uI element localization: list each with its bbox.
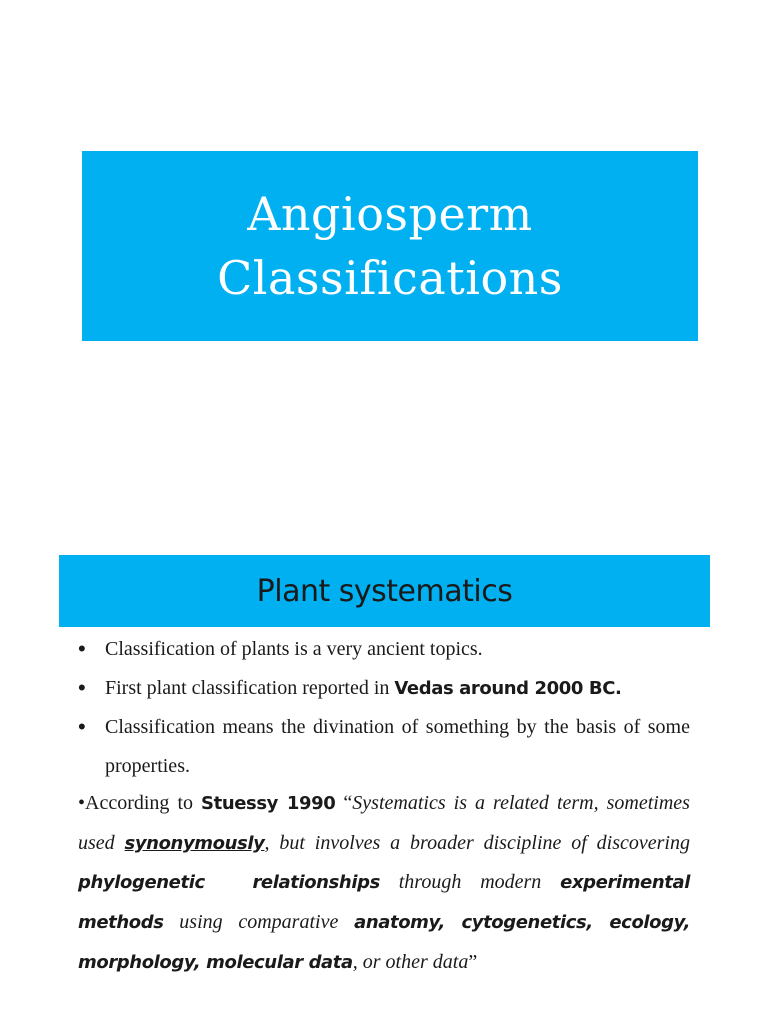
bullet-dot-icon: •: [78, 636, 86, 661]
quote-text-5: , or other data: [352, 950, 469, 973]
bullet-text: Classification of plants is a very ancient topics.: [105, 638, 483, 660]
bullet-text-plain: First plant classification reported in: [105, 676, 395, 699]
title-banner: [82, 151, 698, 341]
quote-term-fields: anatomy, cytogenetics, ecology, morphology, molecular data: [78, 912, 691, 973]
bullet-text: [105, 669, 690, 709]
quote-term-synonymously: synonymously: [124, 832, 265, 854]
quote-text-3: through modern: [379, 871, 561, 894]
bullet-item-1: [78, 630, 690, 669]
title-line-2: Classifications: [217, 251, 563, 305]
quote-text-2: , but involves a broader discipline of discovering: [264, 831, 690, 854]
title-line-1: Angiosperm: [247, 187, 533, 241]
stuessy-quote-paragraph: [78, 784, 690, 983]
section-heading-bar: [59, 555, 710, 627]
bullet-emphasis: Vedas around 2000 BC.: [394, 677, 622, 699]
quote-text-4: using comparative: [163, 911, 355, 934]
bullet-item-2: [78, 669, 690, 709]
bullet-dot-icon: •: [78, 714, 86, 740]
bullet-item-3: [78, 708, 690, 785]
bullet-list: [78, 630, 690, 786]
quote-text-1: Systematics is a related term, sometimes used: [78, 792, 690, 854]
quote-open-mark: “: [335, 792, 353, 814]
quote-term-methods: experimental methods: [78, 872, 690, 934]
quote-term-phylogenetic: phylogenetic relationships: [78, 872, 380, 894]
quote-intro: According to: [85, 792, 202, 814]
quote-author: Stuessy 1990: [201, 793, 336, 814]
quote-close-mark: ”: [468, 950, 478, 973]
quote-bullet-icon: •: [78, 792, 86, 814]
bullet-text: Classification means the divination of something by the basis of some properties.: [105, 716, 690, 778]
bullet-dot-icon: •: [78, 674, 86, 700]
section-heading: Plant systematics: [256, 573, 513, 609]
